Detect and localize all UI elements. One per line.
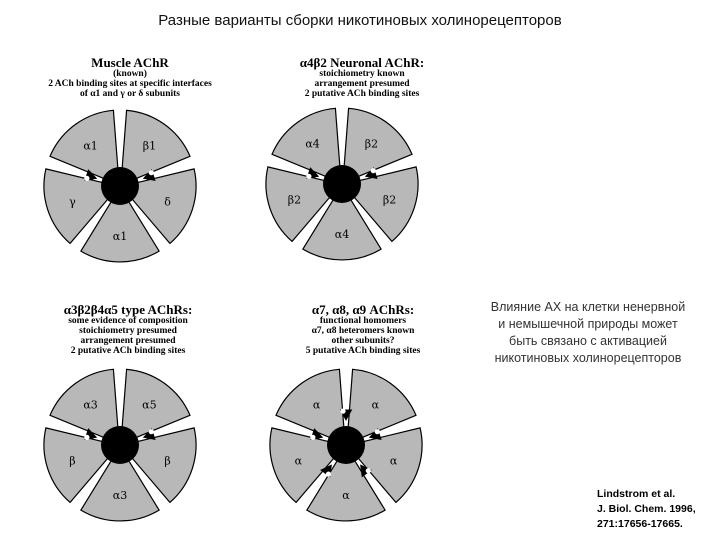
subunit-label: α bbox=[294, 454, 303, 468]
receptor-diagram-a7a8a9 bbox=[266, 365, 426, 525]
panel-a3b2b4a5-achrs bbox=[28, 303, 228, 357]
subunit-label: α4 bbox=[305, 137, 320, 151]
panel-subtitle-line: α7, α8 heteromers known bbox=[311, 325, 415, 336]
citation bbox=[597, 487, 720, 532]
panel-subtitle-line: other subunits? bbox=[331, 335, 395, 346]
panel-subtitle-line: stoichiometry known bbox=[319, 68, 405, 79]
panel-subtitle-line: 5 putative ACh binding sites bbox=[305, 345, 421, 356]
panel-subtitle-line: some evidence of composition bbox=[68, 315, 188, 326]
slide-title: Разные варианты сборки никотиновых холинорецепторов bbox=[158, 12, 562, 29]
subunit-label: β bbox=[69, 454, 76, 468]
panel-a4b2-neuronal-achr bbox=[262, 56, 462, 100]
panel-a3b2b4a5-header bbox=[28, 303, 228, 357]
subunit-label: γ bbox=[69, 195, 76, 209]
binding-site-highlight bbox=[375, 429, 380, 434]
binding-site-highlight bbox=[149, 170, 154, 175]
subunit-label: α5 bbox=[142, 398, 157, 412]
subunit-label: β2 bbox=[364, 137, 379, 151]
panel-muscle-achr-header bbox=[30, 56, 230, 100]
panel-subtitle-line: 2 putative ACh binding sites bbox=[70, 345, 186, 356]
binding-site-highlight bbox=[149, 429, 154, 434]
panel-a7a8a9-achrs bbox=[263, 303, 463, 357]
subunit-petal bbox=[348, 369, 416, 439]
subunit-label: α1 bbox=[83, 139, 98, 153]
panel-a7a8a9-header bbox=[263, 303, 463, 357]
receptor-diagram-a3b2b4a5 bbox=[40, 365, 200, 525]
panel-subtitle-line: arrangement presumed bbox=[80, 335, 176, 346]
subunit-label: β2 bbox=[382, 193, 397, 207]
panel-title: Muscle AChR bbox=[91, 55, 169, 70]
ion-channel-pore bbox=[323, 165, 361, 203]
subunit-label: β bbox=[164, 454, 171, 468]
panel-subtitle-line: functional homomers bbox=[319, 315, 407, 326]
panel-subtitle-line: 2 ACh binding sites at specific interfaces bbox=[48, 78, 212, 89]
subunit-label: δ bbox=[164, 195, 171, 209]
binding-site-highlight bbox=[310, 435, 315, 440]
ion-channel-pore bbox=[101, 167, 139, 205]
binding-site-highlight bbox=[84, 176, 89, 181]
binding-site-highlight bbox=[326, 472, 331, 477]
subunit-label: α4 bbox=[334, 228, 350, 241]
panel-subtitle-line: 2 putative ACh binding sites bbox=[304, 88, 420, 99]
subunit-label: α bbox=[312, 398, 321, 412]
panel-subtitle-line: arrangement presumed bbox=[314, 78, 410, 89]
subunit-label: α3 bbox=[83, 398, 98, 412]
receptor-diagram-a4b2 bbox=[262, 104, 422, 264]
panel-muscle-achr bbox=[30, 56, 230, 100]
panel-title: α4β2 Neuronal AChR: bbox=[299, 55, 425, 70]
receptor-diagram-muscle bbox=[40, 106, 200, 266]
citation-line: J. Biol. Chem. 1996, bbox=[597, 503, 696, 515]
binding-site-highlight bbox=[306, 174, 311, 179]
panel-subtitle-line: (known) bbox=[113, 68, 147, 79]
binding-site-highlight bbox=[84, 435, 89, 440]
subunit-label: α1 bbox=[112, 230, 128, 243]
side-note: Влияние АХ на клетки ненервной и немышечной природы может быть связано с активацией никотиновых холинорецепторов bbox=[490, 300, 686, 365]
ion-channel-pore bbox=[101, 426, 139, 464]
panel-title: α7, α8, α9 AChRs: bbox=[311, 302, 415, 317]
citation-line: 271:17656-17665. bbox=[597, 518, 683, 530]
panel-title: α3β2β4α5 type AChRs: bbox=[63, 302, 193, 317]
panel-a4b2-header bbox=[262, 56, 462, 100]
binding-site-highlight bbox=[371, 168, 376, 173]
binding-site-highlight bbox=[340, 409, 345, 414]
subunit-label: α bbox=[371, 398, 380, 412]
subunit-label: α3 bbox=[112, 489, 128, 502]
panel-subtitle-line: stoichiometry presumed bbox=[79, 325, 177, 336]
subunit-label: α bbox=[389, 454, 398, 468]
subunit-petal bbox=[276, 369, 344, 439]
ion-channel-pore bbox=[327, 426, 365, 464]
binding-site-highlight bbox=[366, 468, 371, 473]
subunit-label: β2 bbox=[287, 193, 302, 207]
subunit-label: β1 bbox=[142, 139, 157, 153]
citation-line: Lindstrom et al. bbox=[597, 488, 676, 500]
subunit-label: α bbox=[342, 489, 350, 502]
panel-subtitle-line: of α1 and γ or δ subunits bbox=[79, 88, 181, 99]
